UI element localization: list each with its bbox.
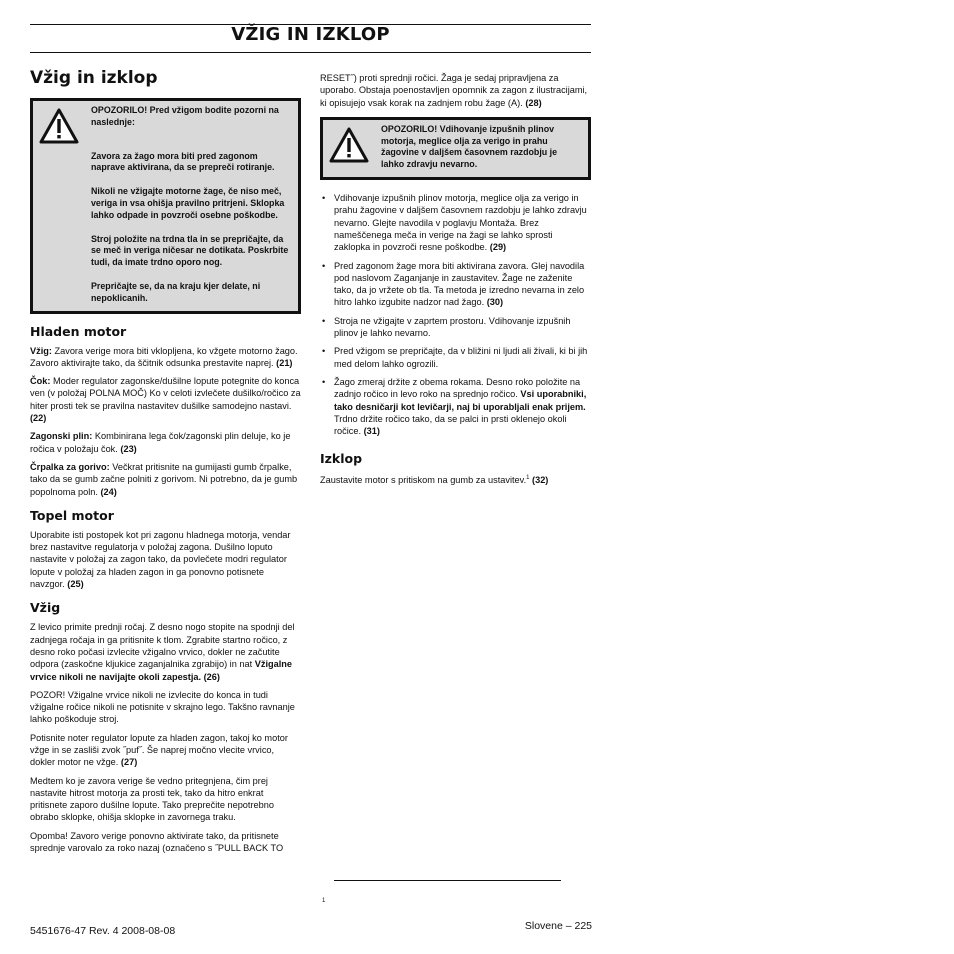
left-column	[30, 68, 301, 860]
figure-ref: (26)	[203, 671, 220, 682]
label: Vžig:	[30, 345, 52, 356]
warning-text: Stroj položite na trdna tla in se prepričajte, da se meč in veriga ničesar ne dotikata. Poskrbite tudi, da imate trdno oporo nog.	[91, 233, 289, 268]
section-title: Vžig in izklop	[30, 68, 158, 88]
subheading-hladen-motor: Hladen motor	[30, 323, 127, 339]
paragraph	[30, 345, 301, 370]
paragraph	[30, 430, 301, 455]
text: Z levico primite prednji ročaj. Z desno nogo stopite na spodnji del zadnjega ročaja in ga pritisnite k tlom. Zgrabite startno ročico, z desno roko počasi izvlecite vžigalno vrvico, dokler ne začutite odpora (zaskočne kljukice zaganjalnika zgrabijo) in nat	[30, 622, 295, 670]
paragraph: POZOR! Vžigalne vrvice nikoli ne izvlecite do konca in tudi vžigalne ročice nikoli ne potisnite v skrajno lego. Takšno ravnanje lahko poškoduje stroj.	[30, 689, 295, 725]
text: Zaustavite motor s pritiskom na gumb za ustavitev.	[320, 475, 527, 486]
figure-ref: (27)	[120, 757, 138, 768]
warning-text: Zavora za žago mora biti pred zagonom naprave aktivirana, da se prepreči rotiranje.	[91, 150, 275, 173]
text: Kombinirana lega čok/zagonski plin deluje, ko je ročica v položaju čok.	[30, 431, 291, 454]
figure-ref: (22)	[30, 413, 47, 424]
header-rule-bottom	[30, 52, 591, 53]
footnote-rule	[334, 880, 561, 881]
bold-text: Vžigalne vrvice nikoli ne navijajte okoli zapestja.	[30, 659, 292, 682]
warning-text: OPOZORILO! Vdihovanje izpušnih plinov motorja, meglice olja za verigo in prahu žagovine v daljšem časovnem razdobju je lahko zdravju nevarno.	[381, 123, 558, 170]
text: Moder regulator zagonske/dušilne lopute potegnite do konca ven (v položaj POLNA MOČ) Ko v celoti izvlečete dušilko/ročico za hiter prosti tek se pravilna nastavitev dušilke samodejno nastavi.	[30, 376, 301, 411]
subheading-topel-motor: Topel motor	[30, 507, 114, 523]
paragraph: Medtem ko je zavora verige še vedno pritegnjena, čim prej nastavite hitrost motorja za prosti tek, tako da hitro enkrat pritisnete zaporo dušilne lopute. Tako preprečite nepotrebno obrabo sklopke, ohišja sklopke in zavornega traku.	[30, 775, 274, 823]
list-item: • Pred vžigom se prepričajte, da v bližini ni ljudi ali živali, ki bi jih med delom lahko ogrozili.	[320, 345, 591, 370]
paragraph	[30, 732, 301, 769]
right-column	[320, 72, 591, 493]
warning-text: OPOZORILO! Pred vžigom bodite pozorni na naslednje:	[91, 105, 279, 127]
text: Večkrat pritisnite na gumijasti gumb črpalke, tako da se gumb začne polniti z gorivom. Ni potrebno, da je gumb popolnoma poln.	[30, 461, 298, 497]
document-number: 5451676-47 Rev. 4 2008-08-08	[30, 925, 176, 937]
figure-ref: (29)	[489, 242, 507, 253]
text: Vdihovanje izpušnih plinov motorja, meglice olja za verigo in prahu žagovine v daljšem časovnem razdobju je lahko zdravju nevarno. Glejte navodila v poglavju Montaža. Brez nameščenega meča in verige na žagi se lahko sprosti zaklopka in povzroči resne poškodbe.	[334, 193, 587, 253]
paragraph	[320, 72, 591, 109]
figure-ref: (21)	[276, 357, 293, 368]
page-title: VŽIG IN IZKLOP	[231, 24, 390, 45]
footnote-marker: 1	[526, 475, 530, 482]
text: Potisnite noter regulator lopute za hladen zagon, takoj ko motor vžge in se zasliši zvok ˝puf˝. Še naprej močno vlecite vrvico, dokler motor ne vžge.	[30, 732, 288, 768]
text: Trdno držite ročico tako, da se palci in prsti oklenejo okoli ročice.	[334, 413, 567, 437]
footnote-marker: 1	[322, 898, 326, 904]
subheading-izklop: Izklop	[320, 451, 363, 467]
list-item	[320, 192, 591, 253]
text: RESET˝) proti sprednji ročici. Žaga je sedaj pripravljena za uporabo. Obstaja poenostavljen opomnik za zagon z ilustracijami, ki opisujejo vsak korak na zadnjem robu žage (A).	[320, 73, 588, 108]
list-item	[320, 260, 591, 309]
figure-ref: (32)	[532, 475, 549, 486]
list-item: • Stroja ne vžigajte v zaprtem prostoru. Vdihovanje izpušnih plinov je lahko nevarno.	[320, 315, 591, 340]
paragraph	[30, 621, 301, 682]
subheading-vzig: Vžig	[30, 600, 61, 616]
figure-ref: (25)	[67, 579, 84, 590]
figure-ref: (28)	[525, 97, 542, 108]
text: Pred zagonom žage mora biti aktivirana zavora. Glej navodila pod naslovom Zaganjanje in zaustavitev. Žage ne zaženite tako, da jo vržete ob tla. Ta metoda je izredno nevarna in zelo hitro lahko izgubite nadzor nad žago.	[334, 260, 585, 308]
paragraph	[30, 529, 301, 590]
label: Čok:	[30, 376, 51, 387]
warning-triangle-icon	[329, 124, 373, 171]
text: Žago zmeraj držite z obema rokama. Desno roko položite na zadnjo ročico in levo roko na sprednjo ročico.	[334, 376, 581, 400]
warning-triangle-icon	[39, 105, 83, 305]
warning-text: Nikoli ne vžigajte motorne žage, če niso meč, veriga in vsa ohišja pravilno pritrjeni. Sklopka lahko odpade in povzroči osebne poškodbe.	[91, 186, 285, 220]
label: Zagonski plin:	[30, 431, 93, 442]
list-item	[320, 376, 591, 437]
warning-box	[320, 117, 591, 180]
paragraph	[30, 375, 301, 424]
paragraph: Opomba! Zavoro verige ponovno aktivirate tako, da pritisnete sprednje varovalo za roko nazaj (označeno s ˝PULL BACK TO	[30, 830, 284, 854]
paragraph	[30, 461, 301, 498]
figure-ref: (30)	[486, 297, 504, 308]
figure-ref: (24)	[100, 486, 117, 497]
text: Uporabite isti postopek kot pri zagonu hladnega motorja, vendar brez nastavitve regulatorja v položaj zagona. Dušilno loputo nastavite v položaj za zagon tako, da povlečete modri regulator lopute v položaj za hladen zagon in ga ponovno potisnete navzgor.	[30, 529, 291, 590]
page-number: Slovene – 225	[524, 920, 592, 932]
warning-text: Prepričajte se, da na kraju kjer delate, ni nepoklicanih.	[91, 280, 261, 303]
warning-box	[30, 98, 301, 314]
bold-text: Vsi uporabniki, tako desničarji kot levičarji, naj bi uporabljali enak prijem.	[334, 389, 587, 412]
figure-ref: (23)	[120, 443, 137, 454]
label: Črpalka za gorivo:	[30, 461, 110, 472]
figure-ref: (31)	[363, 426, 380, 437]
paragraph	[320, 472, 591, 486]
bullet-list	[320, 192, 591, 437]
text: Zavora verige mora biti vklopljena, ko vžgete motorno žago. Zavoro aktivirajte tako, da ščitnik odsunka prestavite naprej.	[30, 345, 298, 368]
